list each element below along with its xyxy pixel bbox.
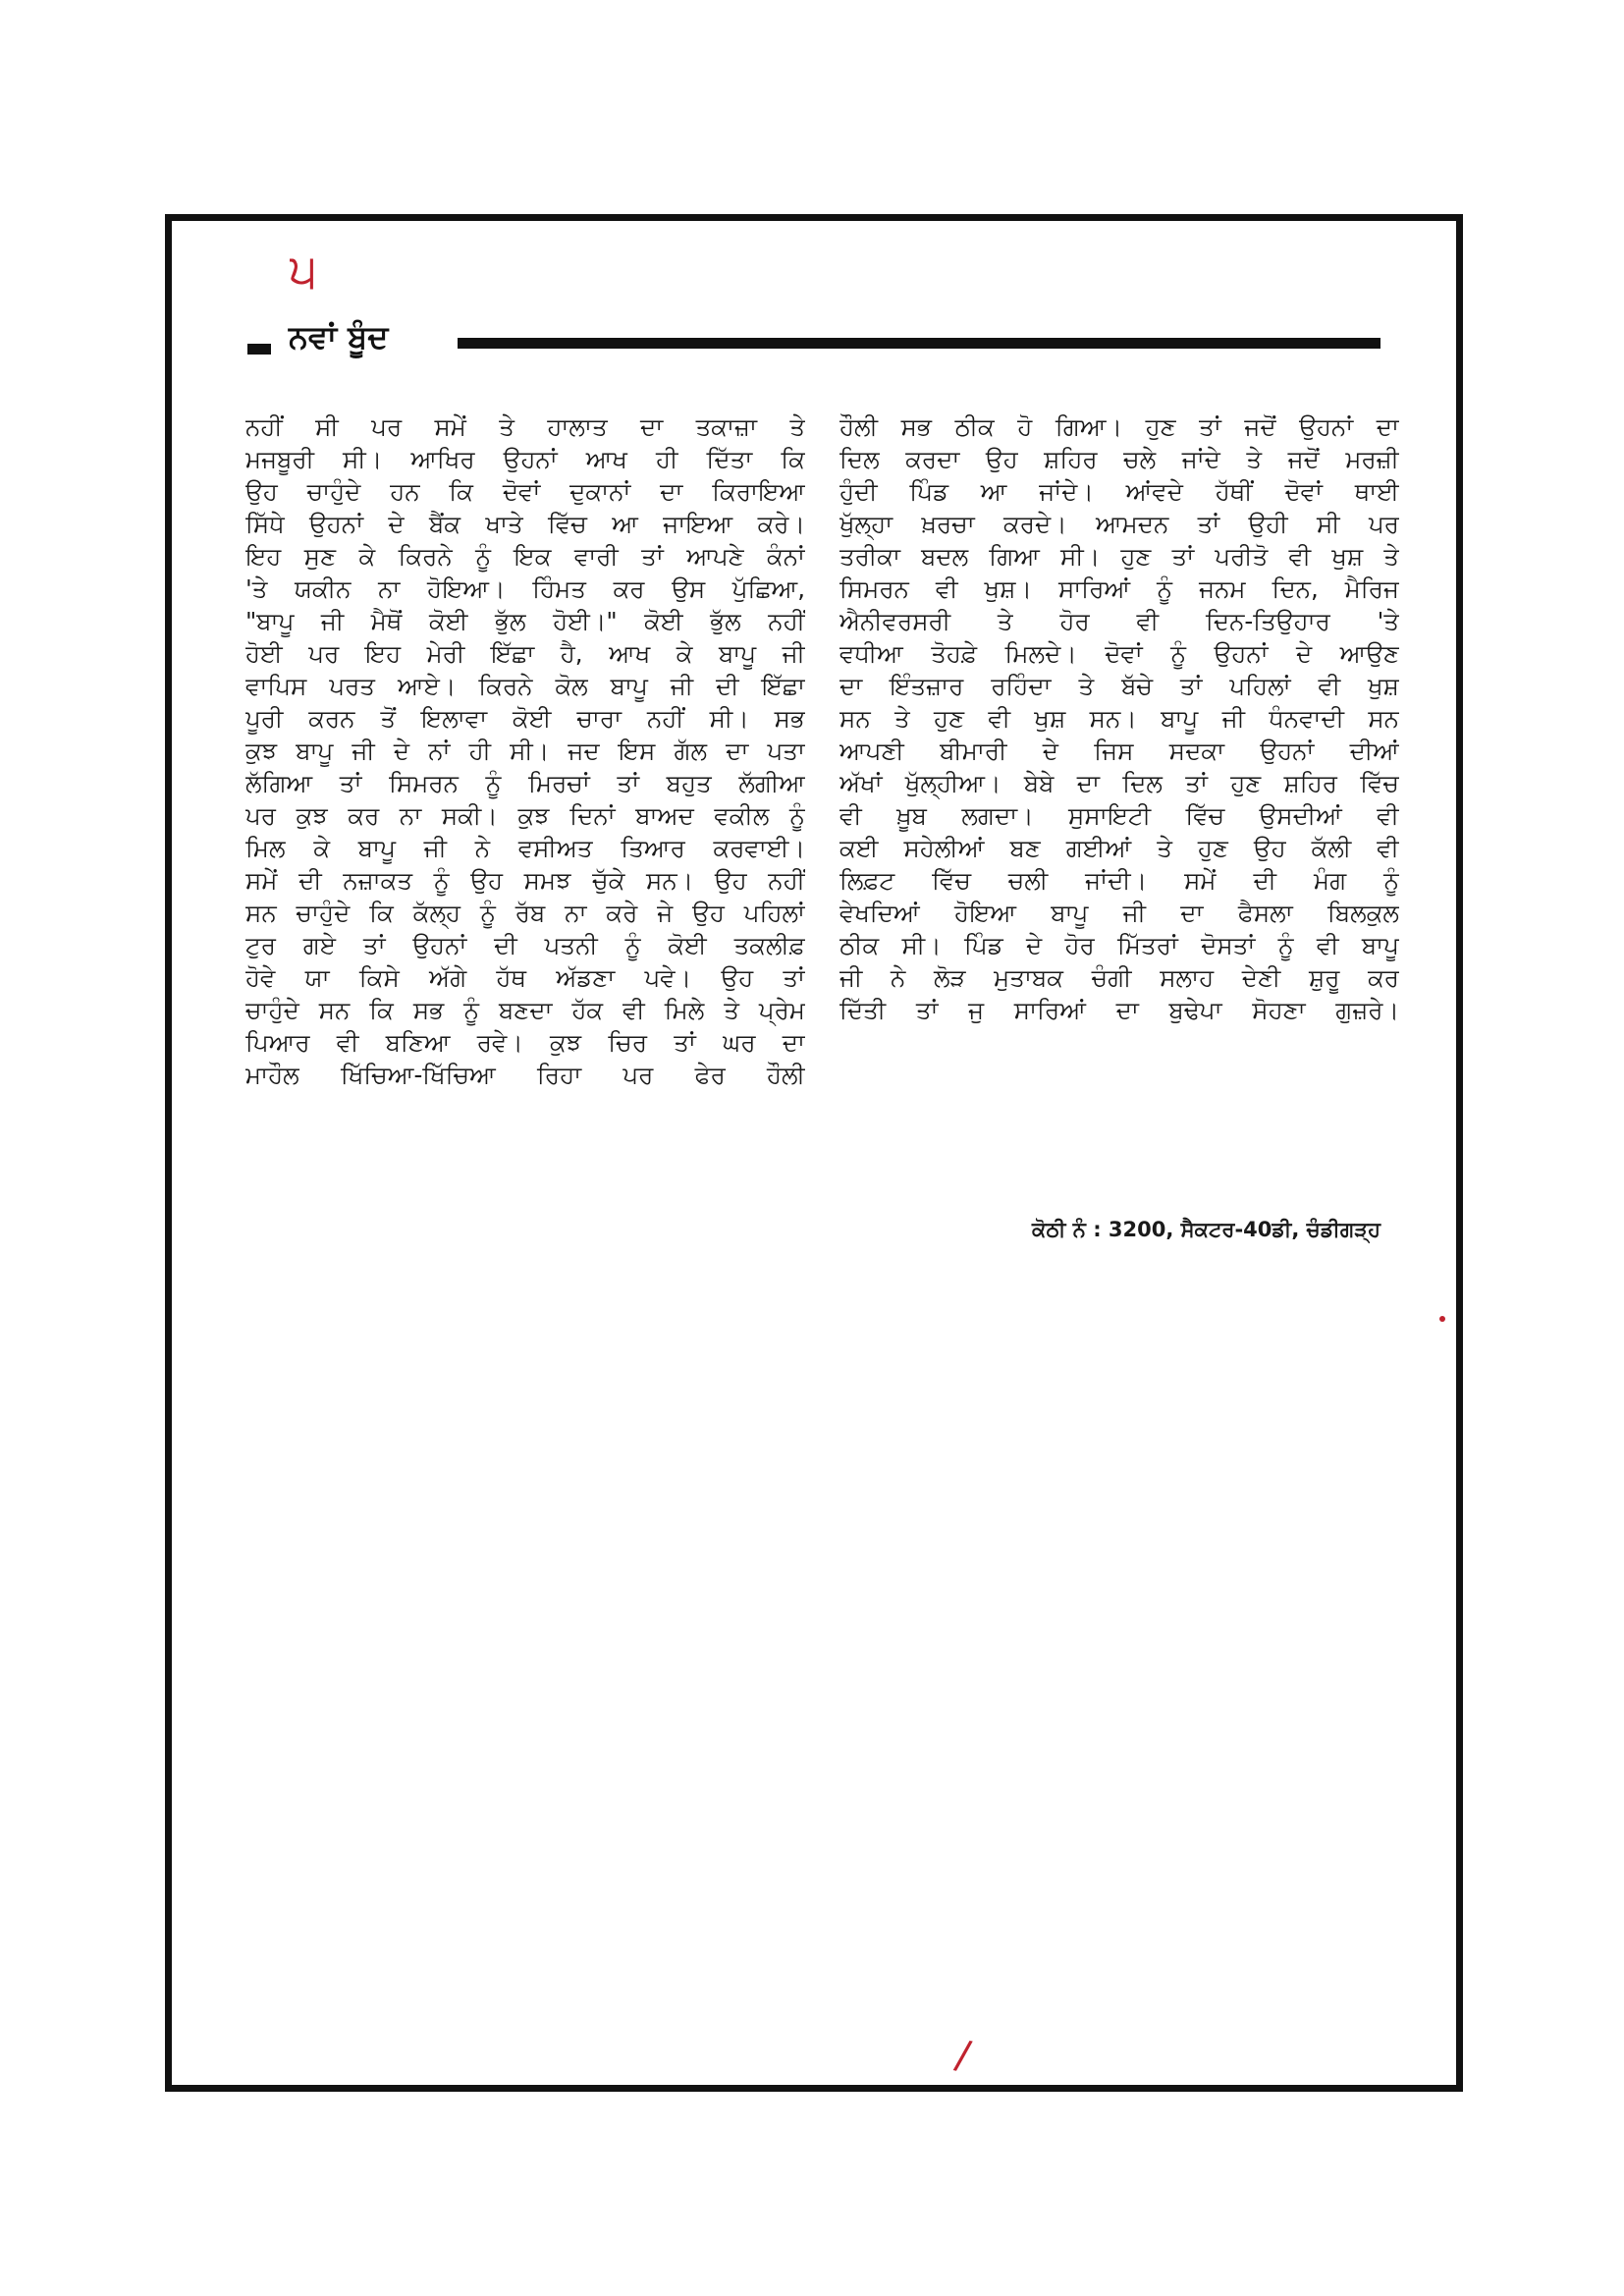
text-line: ਦਿਲ ਕਰਦਾ ਉਹ ਸ਼ਹਿਰ ਚਲੇ ਜਾਂਦੇ ਤੇ ਜਦੋਂ ਮਰਜ਼ੀ (839, 445, 1399, 473)
text-line: ਪਰ ਕੁਝ ਕਰ ਨਾ ਸਕੀ। ਕੁਝ ਦਿਨਾਂ ਬਾਅਦ ਵਕੀਲ ਨੂੰ (245, 801, 805, 830)
text-line: 'ਤੇ ਯਕੀਨ ਨਾ ਹੋਇਆ। ਹਿੰਮਤ ਕਰ ਉਸ ਪੁੱਛਿਆ, (245, 574, 805, 603)
handwritten-tick-mark: / (951, 2032, 975, 2079)
text-line: ਪਿਆਰ ਵੀ ਬਣਿਆ ਰਵੇ। ਕੁਝ ਚਿਰ ਤਾਂ ਘਰ ਦਾ (245, 1028, 805, 1057)
text-line: ਸਮੇਂ ਦੀ ਨਜ਼ਾਕਤ ਨੂੰ ਉਹ ਸਮਝ ਚੁੱਕੇ ਸਨ। ਉਹ ਨਹੀਂ (245, 866, 805, 895)
text-line: ਪੂਰੀ ਕਰਨ ਤੋਂ ਇਲਾਵਾ ਕੋਈ ਚਾਰਾ ਨਹੀਂ ਸੀ। ਸਭ (245, 704, 805, 733)
text-line: ਖੁੱਲ੍ਹਾ ਖ਼ਰਚਾ ਕਰਦੇ। ਆਮਦਨ ਤਾਂ ਉਹੀ ਸੀ ਪਰ (839, 510, 1399, 538)
author-address: ਕੋਠੀ ਨੰ : 3200, ਸੈਕਟਰ-40ਡੀ, ਚੰਡੀਗੜ੍ਹ (1032, 1218, 1380, 1241)
text-line: ਵੀ ਖ਼ੂਬ ਲਗਦਾ। ਸੁਸਾਇਟੀ ਵਿੱਚ ਉਸਦੀਆਂ ਵੀ (839, 801, 1399, 830)
text-line: ਦਿੱਤੀ ਤਾਂ ਜੁ ਸਾਰਿਆਂ ਦਾ ਬੁਢੇਪਾ ਸੋਹਣਾ ਗੁਜ਼ਰੇ। (839, 996, 1399, 1024)
text-line: "ਬਾਪੂ ਜੀ ਮੈਥੋਂ ਕੋਈ ਭੁੱਲ ਹੋਈ।" ਕੋਈ ਭੁੱਲ ਨਹੀਂ (245, 607, 805, 635)
text-line: ਐਨੀਵਰਸਰੀ ਤੇ ਹੋਰ ਵੀ ਦਿਨ-ਤਿਉਹਾਰ 'ਤੇ (839, 607, 1399, 635)
text-line: ਹੋਈ ਪਰ ਇਹ ਮੇਰੀ ਇੱਛਾ ਹੈ, ਆਖ ਕੇ ਬਾਪੂ ਜੀ (245, 639, 805, 668)
text-line: ਮਜਬੂਰੀ ਸੀ। ਆਖਿਰ ਉਹਨਾਂ ਆਖ ਹੀ ਦਿੱਤਾ ਕਿ (245, 445, 805, 473)
text-line: ਵੇਖਦਿਆਂ ਹੋਇਆ ਬਾਪੂ ਜੀ ਦਾ ਫੈਸਲਾ ਬਿਲਕੁਲ (839, 899, 1399, 927)
text-line: ਸਿੱਧੇ ਉਹਨਾਂ ਦੇ ਬੈਂਕ ਖਾਤੇ ਵਿੱਚ ਆ ਜਾਇਆ ਕਰੇ। (245, 510, 805, 538)
text-line: ਸਨ ਤੇ ਹੁਣ ਵੀ ਖੁਸ਼ ਸਨ। ਬਾਪੂ ਜੀ ਧੰਨਵਾਦੀ ਸਨ (839, 704, 1399, 733)
text-line: ਹੌਲੀ ਸਭ ਠੀਕ ਹੋ ਗਿਆ। ਹੁਣ ਤਾਂ ਜਦੋਂ ਉਹਨਾਂ ਦਾ (839, 412, 1399, 441)
section-title: ਨਵਾਂ ਬੂੰਦ (289, 318, 389, 355)
text-line: ਮਿਲ ਕੇ ਬਾਪੂ ਜੀ ਨੇ ਵਸੀਅਤ ਤਿਆਰ ਕਰਵਾਈ। (245, 834, 805, 862)
text-line: ਲੱਗਿਆ ਤਾਂ ਸਿਮਰਨ ਨੂੰ ਮਿਰਚਾਂ ਤਾਂ ਬਹੁਤ ਲੱਗੀਆ (245, 769, 805, 797)
text-line: ਕੁਝ ਬਾਪੂ ਜੀ ਦੇ ਨਾਂ ਹੀ ਸੀ। ਜਦ ਇਸ ਗੱਲ ਦਾ ਪਤਾ (245, 737, 805, 765)
handwritten-page-number: ੫ (290, 244, 318, 299)
text-line: ਨਹੀਂ ਸੀ ਪਰ ਸਮੇਂ ਤੇ ਹਾਲਾਤ ਦਾ ਤਕਾਜ਼ਾ ਤੇ (245, 412, 805, 441)
text-line: ਠੀਕ ਸੀ। ਪਿੰਡ ਦੇ ਹੋਰ ਮਿੱਤਰਾਂ ਦੋਸਤਾਂ ਨੂੰ ਵੀ ਬਾਪੂ (839, 931, 1399, 959)
text-line: ਇਹ ਸੁਣ ਕੇ ਕਿਰਨੇ ਨੂੰ ਇਕ ਵਾਰੀ ਤਾਂ ਆਪਣੇ ਕੰਨਾਂ (245, 542, 805, 571)
text-line: ਤਰੀਕਾ ਬਦਲ ਗਿਆ ਸੀ। ਹੁਣ ਤਾਂ ਪਰੀਤੋ ਵੀ ਖੁਸ਼ ਤੇ (839, 542, 1399, 571)
text-line: ਅੱਖਾਂ ਖੁੱਲ੍ਹੀਆ। ਬੇਬੇ ਦਾ ਦਿਲ ਤਾਂ ਹੁਣ ਸ਼ਹਿਰ ਵਿੱਚ (839, 769, 1399, 797)
text-line: ਮਾਹੌਲ ਖਿੱਚਿਆ-ਖਿੱਚਿਆ ਰਿਹਾ ਪਰ ਫੇਰ ਹੌਲੀ (245, 1061, 805, 1089)
text-line: ਹੁੰਦੀ ਪਿੰਡ ਆ ਜਾਂਦੇ। ਆਂਵਦੇ ਹੱਥੀਂ ਦੋਵਾਂ ਥਾਈ (839, 477, 1399, 506)
text-line: ਆਪਣੀ ਬੀਮਾਰੀ ਦੇ ਜਿਸ ਸਦਕਾ ਉਹਨਾਂ ਦੀਆਂ (839, 737, 1399, 765)
header-bullet (247, 344, 271, 355)
left-column (245, 410, 805, 1091)
right-column (839, 410, 1399, 1026)
header-rule (458, 338, 1380, 349)
text-line: ਸਨ ਚਾਹੁੰਦੇ ਕਿ ਕੱਲ੍ਹ ਨੂੰ ਰੱਬ ਨਾ ਕਰੇ ਜੇ ਉਹ ਪਹਿਲਾਂ (245, 899, 805, 927)
text-line: ਦਾ ਇੰਤਜ਼ਾਰ ਰਹਿੰਦਾ ਤੇ ਬੱਚੇ ਤਾਂ ਪਹਿਲਾਂ ਵੀ ਖੁਸ਼ (839, 672, 1399, 700)
text-line: ਵਧੀਆ ਤੋਹਫ਼ੇ ਮਿਲਦੇ। ਦੋਵਾਂ ਨੂੰ ਉਹਨਾਂ ਦੇ ਆਉਣ (839, 639, 1399, 668)
text-line: ਟੁਰ ਗਏ ਤਾਂ ਉਹਨਾਂ ਦੀ ਪਤਨੀ ਨੂੰ ਕੋਈ ਤਕਲੀਫ਼ (245, 931, 805, 959)
text-line: ਉਹ ਚਾਹੁੰਦੇ ਹਨ ਕਿ ਦੋਵਾਂ ਦੁਕਾਨਾਂ ਦਾ ਕਿਰਾਇਆ (245, 477, 805, 506)
ink-dot (1439, 1316, 1445, 1322)
text-line: ਸਿਮਰਨ ਵੀ ਖੁਸ਼। ਸਾਰਿਆਂ ਨੂੰ ਜਨਮ ਦਿਨ, ਮੈਰਿਜ (839, 574, 1399, 603)
text-line: ਕਈ ਸਹੇਲੀਆਂ ਬਣ ਗਈਆਂ ਤੇ ਹੁਣ ਉਹ ਕੱਲੀ ਵੀ (839, 834, 1399, 862)
text-line: ਹੋਵੇ ਯਾ ਕਿਸੇ ਅੱਗੇ ਹੱਥ ਅੱਡਣਾ ਪਵੇ। ਉਹ ਤਾਂ (245, 963, 805, 992)
text-line: ਵਾਪਿਸ ਪਰਤ ਆਏ। ਕਿਰਨੇ ਕੋਲ ਬਾਪੂ ਜੀ ਦੀ ਇੱਛਾ (245, 672, 805, 700)
text-line: ਜੀ ਨੇ ਲੋੜ ਮੁਤਾਬਕ ਚੰਗੀ ਸਲਾਹ ਦੇਣੀ ਸ਼ੁਰੂ ਕਰ (839, 963, 1399, 992)
text-line: ਚਾਹੁੰਦੇ ਸਨ ਕਿ ਸਭ ਨੂੰ ਬਣਦਾ ਹੱਕ ਵੀ ਮਿਲੇ ਤੇ ਪ੍ਰੇਮ (245, 996, 805, 1024)
text-line: ਲਿਫ਼ਟ ਵਿੱਚ ਚਲੀ ਜਾਂਦੀ। ਸਮੇਂ ਦੀ ਮੰਗ ਨੂੰ (839, 866, 1399, 895)
